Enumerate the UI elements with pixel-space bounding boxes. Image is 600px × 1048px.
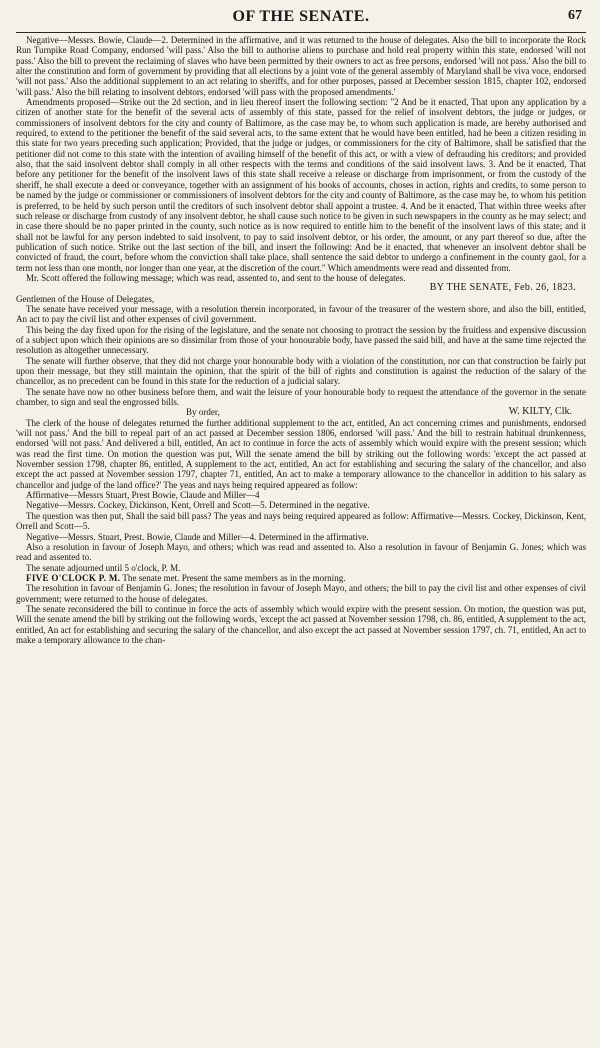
paragraph-negative: Negative—Messrs. Cockey, Dickinson, Kent, Orrell and Scott—5. Determined in the negative. xyxy=(26,500,370,511)
message-salutation: Gentlemen of the House of Delegates, xyxy=(16,293,155,304)
evening-session xyxy=(16,573,586,583)
message-paragraph: This being the day fixed upon for the rising of the legislature, and the senate not choosing to protract the session by the fruitless and expensive discussion of a subject upon which their opinions are so dissimilar from those of your honourable body, have passed the said bill, and have at the same time rejected the resolution as altogether unnecessary. xyxy=(16,324,586,356)
paragraph-affirmative: Affirmative—Messrs Stuart, Prest Bowie, Claude and Miller—4 xyxy=(26,490,260,501)
message-paragraph: The senate have received your message, with a resolution therein incorporated, in favour of the treasurer of the western shore, and also the bill, entitled, An act to pay the civil list and other expenses of civil government. xyxy=(16,303,586,325)
message-dateline-line xyxy=(16,283,586,293)
paragraph-adjourned: The senate adjourned until 5 o'clock, P. M. xyxy=(26,562,181,573)
message-paragraph: The senate have now no other business before them, and wait the leisure of your honourable body to request the attendance of the governor in the senate chamber, to sign and seal the engrossed bills. xyxy=(16,386,586,408)
paragraph-question: The question was then put, Shall the said bill pass? The yeas and nays being required appeared as follow: Affirmative—Messrs. Cockey, Dickinson, Kent, Orrell and Scott—5. xyxy=(16,510,586,532)
by-order: By order, xyxy=(186,407,220,418)
paragraph-clerk-returned: The clerk of the house of delegates returned the further additional supplement to the act, entitled, An act concerning crimes and punishments, endorsed 'will not pass.' And the bill to repeal part of an act passed at December session 1806, endorsed 'will pass.' And the bill to restrain habitual drunkenness, endorsed 'will not pass.' And delivered a bill, entitled, An act to continue in force the acts of assembly which would expire with the present session; which was read the first time. On motion the question was put, Will the senate amend the bill by striking out the following words: 'except the act passed at November session 1798, chapter 86, entitled, A supplement to the act, entitled, An act for establishing and securing the salary of the chancellor, and also except the act passed at November session 1797, chapter 71, entitled, An act to make a temporary allowance to the chancellor in addition to his salary as chancellor and judge of the land office?' The yeas and nays being required appeared as follow: xyxy=(16,417,586,490)
message-paragraph: The senate will further observe, that they did not charge your honourable body with a violation of the constitution, nor can that construction be fairly put upon their message, but they still maintain the opinion, that the spirit of the bill of rights and constitution is against the reduction of the salary of the chancellor, as no precedent can be found in this state for the reduction of a judicial salary. xyxy=(16,355,586,387)
paragraph-negative-2: Negative—Messrs. Stuart, Prest. Bowie, Claude and Miller—4. Determined in the affirmative. xyxy=(26,531,369,542)
paragraph-votes: Negative—Messrs. Bowie, Claude—2. Determined in the affirmative, and it was returned to the house of delegates. Also the bill to incorporate the Rock Run Turnpike Road Company, endorsed 'will pass.' Also the bill to authorise aliens to purchase and hold real property within this state, endorsed 'will not pass.' Also the bill to prevent the reclaiming of slaves who have been permitted by their owners to act as free persons, endorsed 'will not pass.' Also the bill to alter the constitution and form of government by providing that all elections by a joint vote of the general assembly of Maryland shall be viva voce, endorsed 'will not pass.' Also the additional supplement to an act relating to sheriffs, and for other purposes, passed at December session 1815, chapter 102, endorsed 'will pass.' Also the bill relating to insolvent debtors, endorsed 'will pass with the proposed amendments.' xyxy=(16,35,586,97)
clerk-signature: W. KILTY, Clk. xyxy=(508,406,572,418)
evening-paragraph: The resolution in favour of Benjamin G. Jones; the resolution in favour of Joseph Mayo, and others; the bill to pay the civil list and other expenses of civil government; were returned to the house of delegates. xyxy=(16,583,586,604)
message-signature-line xyxy=(16,407,586,417)
evening-heading: FIVE O'CLOCK P. M. xyxy=(26,572,121,583)
paragraph-resolutions: Also a resolution in favour of Joseph Mayo, and others; which was read and assented to. Also a resolution in favour of Benjamin G. Jones; which was read and assented to. xyxy=(16,541,586,563)
message-intro: Mr. Scott offered the following message; which was read, assented to, and sent to the house of delegates. xyxy=(26,272,406,283)
journal-body xyxy=(16,35,586,645)
header-rule xyxy=(16,32,586,33)
paragraph-amendments: Amendments proposed—Strike out the 2d section, and in lieu thereof insert the following section: "2 And be it enacted, That upon any application by a citizen of another state for the benefit of the several acts of assembly of this state, passed for the relief of insolvent debtors, the judge or judges, or commissioners of insolvent debtors for the city and county of Baltimore, as the case may be, to whom such application is made, are hereby authorised and required, to extend to the petitioner the benefit of the said several acts, to the same extent that he would have been entitled, had he been a citizen residing in this state for two years preceding such application; Provided, that the judge or judges, or commissioners for the city of Baltimore, shall be satisfied that the petitioner did not come to this state with the intention of availing himself of the benefit of this act, or with a view of defrauding his creditors; and provided also, that the said insolvent debtor shall comply in all other respects with the terms and conditions of the said insolvent laws. 3. And be it enacted, That before any petitioner for the benefit of the insolvent laws of this state shall receive a release or discharge from imprisonment, or from the custody of the sheriff, he shall execute a deed or conveyance, together with an assignment of his books of accounts, choses in action, rights and credits, to some person to be named by the judge or commissioner or commissioners of insolvent debtors for the city and county of Baltimore, as the case may be, to whom his petition is preferred, to be held by such person until the creditors of such insolvent debtor shall appoint a trustee. 4. And be it enacted, That within three weeks after such release or discharge from custody of any insolvent debtor, he shall cause such notice to be given in such newspapers in the county as he may select; and in case there should be no paper printed in the county, such notice as is now required to entitle him to the benefit of the insolvent laws of this state; and it shall not be lawful for any person indebted to said insolvent, to pay to said insolvent debtor, or his order, the amount, or any part thereof so due, after the publication of such notice. Strike out the last section of the bill, and insert the following: And be it enacted, that whenever an insolvent debtor shall be convicted of fraud, the court, before whom the conviction shall take place, shall sentence the said debtor to undergo a confinement in the county gaol, for a term not less than one month, nor longer than one year, at the discretion of the court." Which amendments were read and dissented from. xyxy=(16,97,586,273)
page-number: 67 xyxy=(568,8,582,23)
message-dateline: BY THE SENATE, Feb. 26, 1823. xyxy=(429,282,576,294)
running-head: OF THE SENATE. xyxy=(232,8,370,25)
evening-paragraph: The senate reconsidered the bill to continue in force the acts of assembly which would expire with the present session. On motion, the question was put, Will the senate amend the bill by striking out the following words, 'except the act passed at November session 1798, ch. 86, entitled, A supplement to the act, entitled, An act for establishing and securing the salary of the chancellor, and also except the act passed at November session 1797, ch. 71, entitled, An act to make a temporary allowance to the chan- xyxy=(16,603,586,645)
page-header xyxy=(16,6,586,32)
evening-heading-text: The senate met. Present the same members as in the morning. xyxy=(122,572,346,583)
